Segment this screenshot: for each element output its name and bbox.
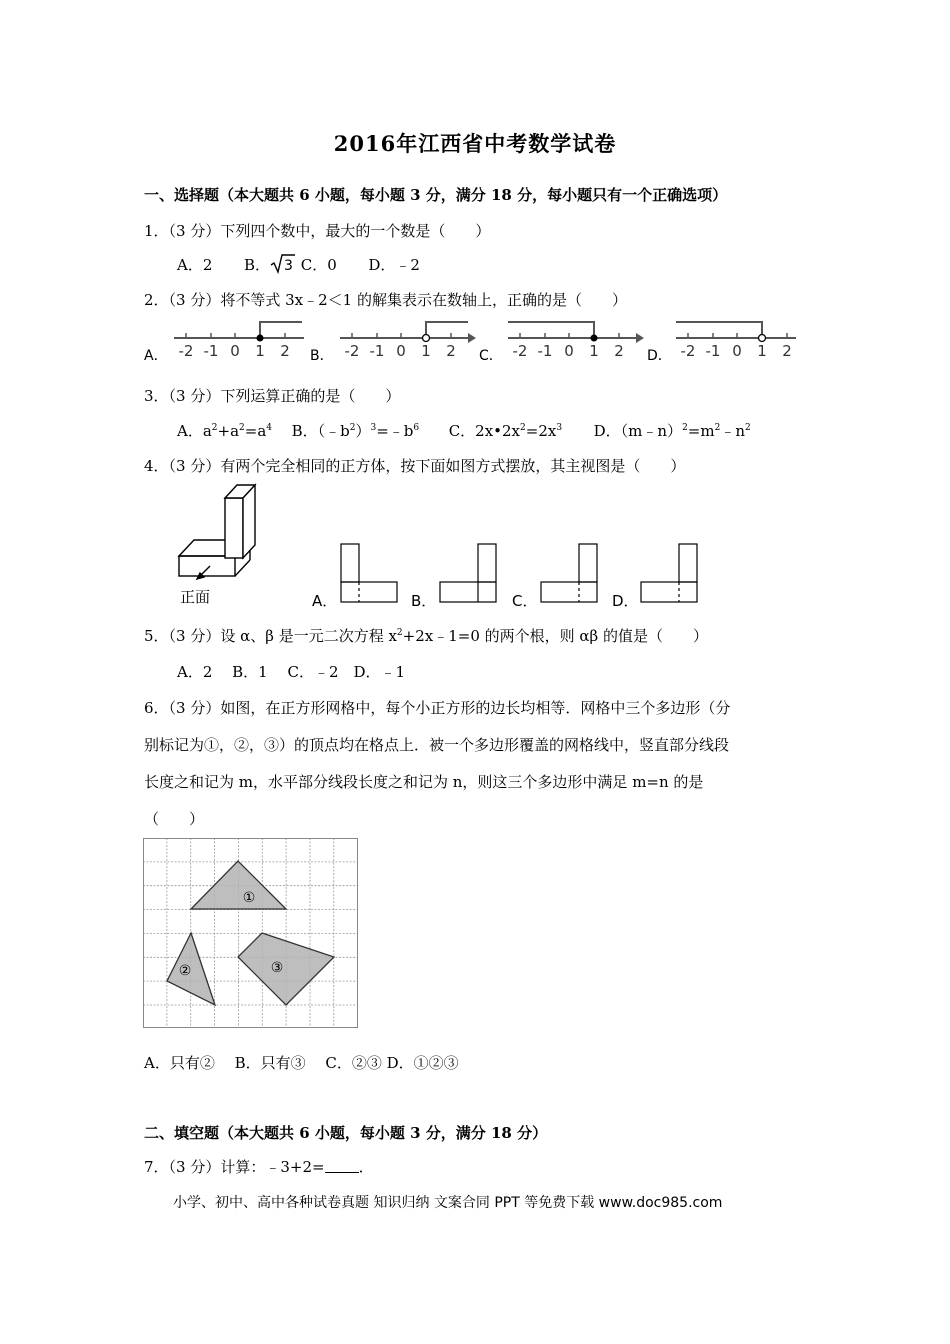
question-6-line-4: （ ） xyxy=(144,810,205,828)
q1-option-b xyxy=(244,256,296,274)
q3-option-a: A．$a^2+a^2=a^4$ xyxy=(177,422,273,440)
svg-text:0: 0 xyxy=(396,342,406,360)
question-7-stem: 7．（3 分）计算：﹣3+2= ． xyxy=(144,1158,374,1176)
section-1-heading: 一、选择题（本大题共 6 小题，每小题 3 分，满分 18 分，每小题只有一个正确选项） xyxy=(144,186,728,204)
svg-text:-2: -2 xyxy=(344,342,360,360)
svg-text:-1: -1 xyxy=(369,342,385,360)
sqrt-radicand: 3 xyxy=(283,258,293,274)
answer-blank[interactable] xyxy=(325,1159,359,1173)
cube-arrangement xyxy=(179,485,255,579)
hollow-point-icon xyxy=(759,335,766,342)
q2-number-lines xyxy=(140,318,800,366)
page-title: 2016年江西省中考数学试卷 xyxy=(333,131,617,156)
svg-text:1: 1 xyxy=(255,342,265,360)
front-label: 正面 xyxy=(180,588,211,606)
question-5-stem: 5．（3 分）设 α、β 是一元二次方程 $x^2+2x﹣1=0$ 的两个根，则 αβ 的值是（ ） xyxy=(144,627,708,645)
q1-option-d: D．﹣2 xyxy=(368,256,420,274)
polygon-3 xyxy=(238,933,334,1005)
question-2-stem: 2．（3 分）将不等式 3x﹣2＜1 的解集表示在数轴上，正确的是（ ） xyxy=(144,291,627,309)
question-1-options xyxy=(177,254,420,275)
q3-option-b: B．$(﹣b^2)^3=﹣b^6$ xyxy=(291,422,420,440)
q1-option-a: A．2 xyxy=(177,256,213,274)
svg-text:-2: -2 xyxy=(512,342,528,360)
svg-text:-1: -1 xyxy=(537,342,553,360)
polygon-1 xyxy=(191,861,286,909)
q2-label-b: B． xyxy=(310,348,334,364)
q1-option-c: C．0 xyxy=(300,256,337,274)
polygon-2-mark: ② xyxy=(178,963,192,979)
number-line-c xyxy=(508,322,644,360)
q4-label-b: B． xyxy=(411,592,437,610)
svg-text:-1: -1 xyxy=(203,342,219,360)
polygon-3-mark: ③ xyxy=(270,960,284,976)
q4-label-a: A． xyxy=(312,592,338,610)
arrow-icon xyxy=(636,333,644,343)
question-6-line-1: 6．（3 分）如图，在正方形网格中，每个小正方形的边长均相等．网格中三个多边形（分 xyxy=(144,699,731,717)
q2-label-a: A． xyxy=(144,348,168,364)
arrow-icon xyxy=(468,333,476,343)
front-view-d xyxy=(641,544,697,602)
question-4-stem: 4．（3 分）有两个完全相同的正方体，按下面如图方式摆放，其主视图是（ ） xyxy=(144,457,686,475)
svg-text:-2: -2 xyxy=(178,342,194,360)
svg-text:0: 0 xyxy=(564,342,574,360)
svg-text:1: 1 xyxy=(421,342,431,360)
number-line-d xyxy=(676,322,796,360)
solid-point-icon xyxy=(257,335,264,342)
question-1-stem: 1．（3 分）下列四个数中，最大的一个数是（ ） xyxy=(144,222,491,240)
q4-label-d: D． xyxy=(612,592,639,610)
polygon-1-mark: ① xyxy=(242,890,256,906)
svg-text:0: 0 xyxy=(732,342,742,360)
question-6-line-3: 长度之和记为 m，水平部分线段长度之和记为 n，则这三个多边形中满足 m=n 的是 xyxy=(144,773,704,791)
question-6-line-2: 别标记为①，②，③）的顶点均在格点上．被一个多边形覆盖的网格线中，竖直部分线段 xyxy=(144,736,730,754)
svg-text:2: 2 xyxy=(782,342,792,360)
q2-label-c: C． xyxy=(479,348,503,364)
question-3-stem: 3．（3 分）下列运算正确的是（ ） xyxy=(144,387,401,405)
q4-figures xyxy=(170,480,710,610)
svg-text:0: 0 xyxy=(230,342,240,360)
solid-point-icon xyxy=(591,335,598,342)
footer-ad: 小学、初中、高中各种试卷真题 知识归纳 文案合同 PPT 等免费下载 www.doc985.com xyxy=(173,1195,723,1211)
sqrt-icon xyxy=(270,254,296,274)
front-view-a xyxy=(341,544,397,602)
svg-text:-2: -2 xyxy=(680,342,696,360)
svg-text:2: 2 xyxy=(614,342,624,360)
number-line-a xyxy=(174,322,304,360)
q3-option-c: C．$2x•2x^2=2x^3$ xyxy=(448,422,563,440)
svg-text:-1: -1 xyxy=(705,342,721,360)
hollow-point-icon xyxy=(423,335,430,342)
question-6-options: A．只有② B．只有③ C．②③ D．①②③ xyxy=(144,1054,459,1072)
svg-text:2: 2 xyxy=(280,342,290,360)
number-line-b xyxy=(340,322,476,360)
front-view-c xyxy=(541,544,597,602)
q6-grid-figure xyxy=(143,838,361,1030)
svg-text:1: 1 xyxy=(757,342,767,360)
square-grid xyxy=(143,838,358,1028)
question-3-options xyxy=(177,420,751,441)
q3-option-d: D．$(m﹣n)^2=m^2﹣n^2$ xyxy=(593,422,751,440)
svg-text:2: 2 xyxy=(446,342,456,360)
section-2-heading: 二、填空题（本大题共 6 小题，每小题 3 分，满分 18 分） xyxy=(144,1124,548,1142)
q2-label-d: D． xyxy=(647,348,672,364)
front-view-b xyxy=(440,544,496,602)
q4-label-c: C． xyxy=(512,592,538,610)
q1-option-b-label: B． xyxy=(243,256,270,274)
question-5-options: A．2 B．1 C．﹣2 D．﹣1 xyxy=(177,663,406,681)
svg-text:1: 1 xyxy=(589,342,599,360)
